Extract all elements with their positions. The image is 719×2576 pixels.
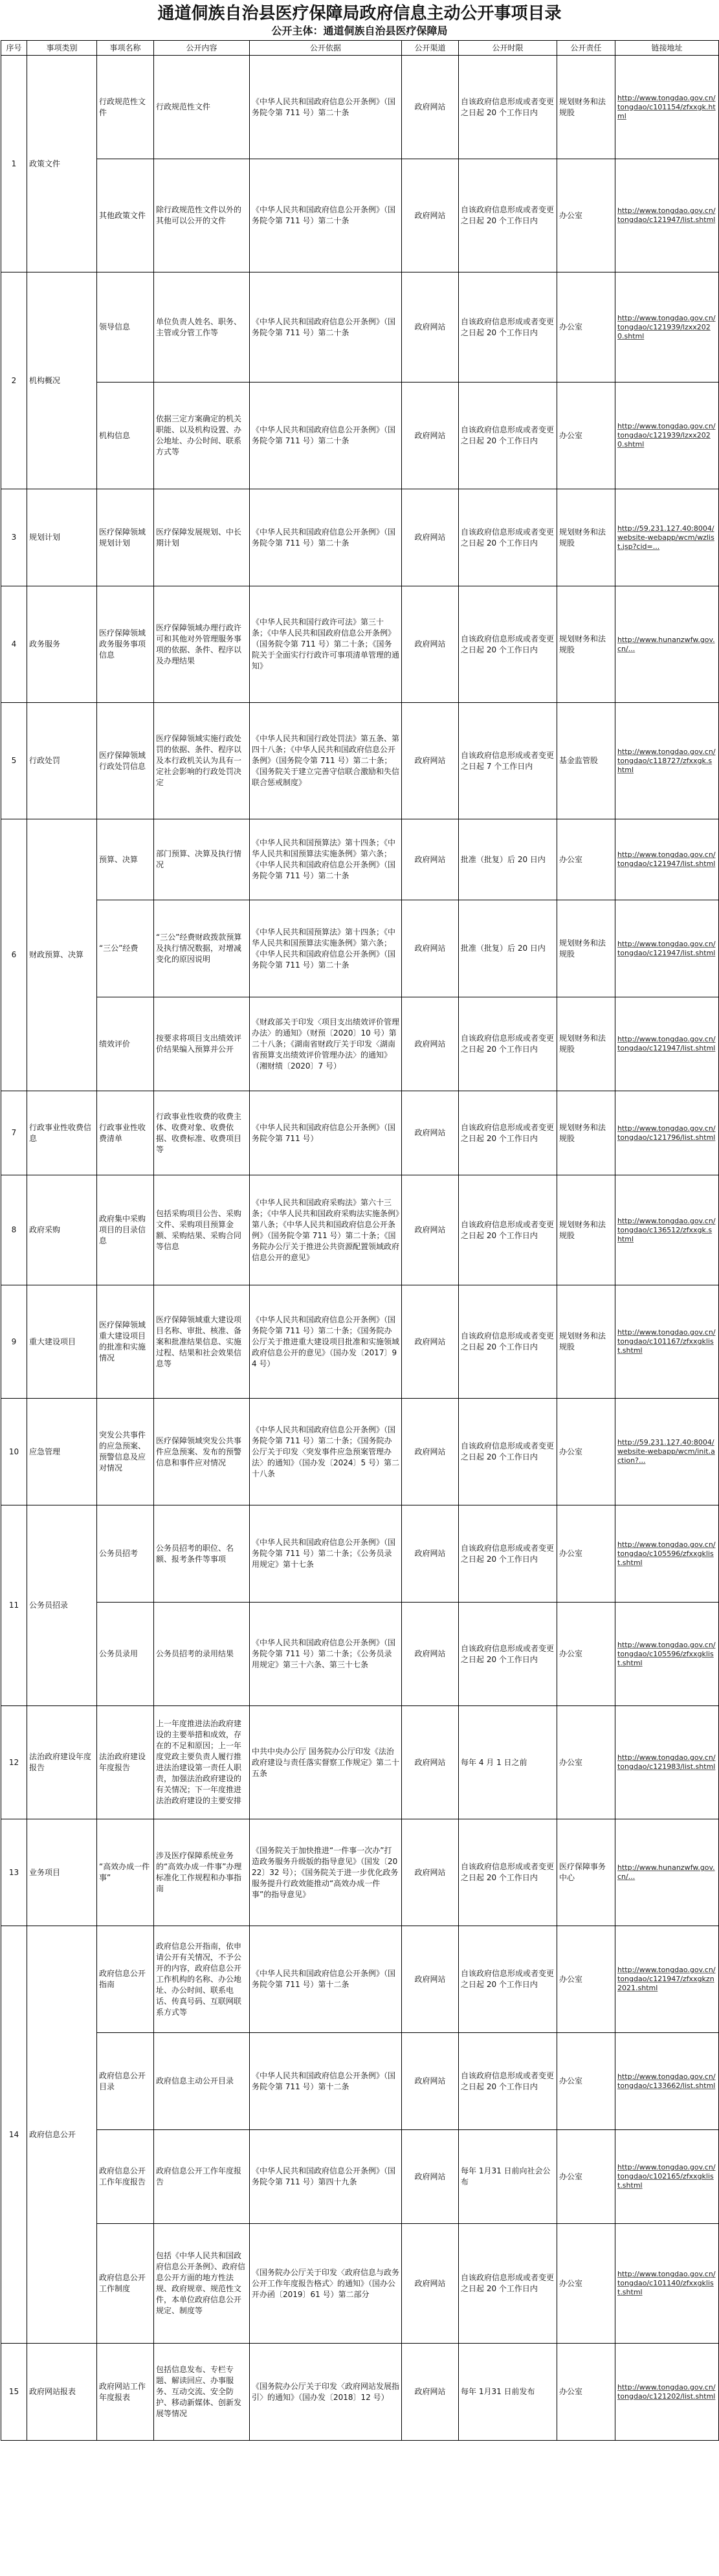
row-item-name: 公务员录用 xyxy=(97,1603,154,1706)
row-link[interactable]: http://www.tongdao.gov.cn/tongdao/c121947/zfxxgkzn2021.shtml xyxy=(615,1926,719,2033)
row-link[interactable]: http://www.tongdao.gov.cn/tongdao/c101154/zfxxgk.html xyxy=(615,56,719,159)
row-responsibility: 规划财务和法规股 xyxy=(557,1285,615,1399)
row-responsibility: 医疗保障事务中心 xyxy=(557,1819,615,1926)
row-content: 行政事业性收费的收费主体、收费对象、收费依据、收费标准、收费项目等 xyxy=(154,1091,250,1175)
row-channel: 政府网站 xyxy=(402,1399,459,1505)
table-row xyxy=(1,703,719,819)
row-item-name: 政府信息公开工作年度报告 xyxy=(97,2130,154,2224)
row-channel: 政府网站 xyxy=(402,2224,459,2344)
row-time-limit: 自该政府信息形成或者变更之日起 20 个工作日内 xyxy=(459,1175,557,1285)
row-item-name: 行政事业性收费清单 xyxy=(97,1091,154,1175)
row-item-name: 行政规范性文件 xyxy=(97,56,154,159)
row-basis: 《中华人民共和国政府信息公开条例》（国务院令第 711 号）第十二条 xyxy=(250,1926,402,2033)
page-subtitle: 公开主体：通道侗族自治县医疗保障局 xyxy=(271,25,448,37)
row-responsibility: 规划财务和法规股 xyxy=(557,1091,615,1175)
row-category: 重大建设项目 xyxy=(27,1285,97,1399)
row-basis: 《中华人民共和国政府信息公开条例》（国务院令第 711 号）第二十条；《国务院办公厅关于印发〈突发事件应急预案管理办法〉的通知》（国办发〔2024〕5 号）第二十八条 xyxy=(250,1399,402,1505)
table-row xyxy=(1,2344,719,2441)
row-item-name: “三公”经费 xyxy=(97,900,154,997)
table-row xyxy=(1,1175,719,1285)
row-basis: 《中华人民共和国行政许可法》第三十条；《中华人民共和国政府信息公开条例》（国务院令第 711 号）第二十条；《国务院关于全面实行行政许可事项清单管理的通知》 xyxy=(250,586,402,703)
row-responsibility: 办公室 xyxy=(557,819,615,900)
row-time-limit: 自该政府信息形成或者变更之日起 20 个工作日内 xyxy=(459,1926,557,2033)
row-basis: 《国务院关于加快推进“一件事一次办”打造政务服务升级版的指导意见》（国发〔2022〕32 号）；《国务院关于进一步优化政务服务提升行政效能推动“高效办成一件事”的指导意见》 xyxy=(250,1819,402,1926)
table-row xyxy=(1,56,719,159)
row-basis: 《中华人民共和国政府信息公开条例》（国务院令第 711 号）第二十条 xyxy=(250,383,402,489)
row-basis: 《中华人民共和国预算法》第十四条；《中华人民共和国预算法实施条例》第六条；《中华人民共和国政府信息公开条例》（国务院令第 711 号）第二十条 xyxy=(250,900,402,997)
row-channel: 政府网站 xyxy=(402,1505,459,1603)
row-category: 政府网站报表 xyxy=(27,2344,97,2441)
row-category: 规划计划 xyxy=(27,489,97,586)
row-content: 医疗保障领域实施行政处罚的依据、条件、程序以及本行政机关认为具有一定社会影响的行政处罚决定 xyxy=(154,703,250,819)
row-link[interactable]: http://www.tongdao.gov.cn/tongdao/c121796/list.shtml xyxy=(615,1091,719,1175)
row-basis: 《中华人民共和国政府信息公开条例》（国务院令第 711 号）第二十条；《国务院办公厅关于推进重大建设项目批准和实施领域政府信息公开的意见》（国办发〔2017〕94 号） xyxy=(250,1285,402,1399)
row-responsibility: 办公室 xyxy=(557,1926,615,2033)
header-content: 公开内容 xyxy=(154,41,250,56)
row-time-limit: 每年 4 月 1 日之前 xyxy=(459,1706,557,1819)
row-content: 部门预算、决算及执行情况 xyxy=(154,819,250,900)
row-content: 医疗保障领域重大建设项目名称、审批、核准、备案和批准结果信息、实施过程、结果和社会效果信息等 xyxy=(154,1285,250,1399)
row-channel: 政府网站 xyxy=(402,2130,459,2224)
header-no: 序号 xyxy=(1,41,27,56)
row-category: 机构概况 xyxy=(27,272,97,489)
row-link[interactable]: http://www.tongdao.gov.cn/tongdao/c105596/zfxxgklist.shtml xyxy=(615,1603,719,1706)
row-content: 政府信息主动公开目录 xyxy=(154,2033,250,2130)
row-basis: 《中华人民共和国政府信息公开条例》（国务院令第 711 号）第二十条 xyxy=(250,272,402,383)
row-category: 政府采购 xyxy=(27,1175,97,1285)
row-no: 7 xyxy=(1,1091,27,1175)
row-category: 财政预算、决算 xyxy=(27,819,97,1091)
row-time-limit: 自该政府信息形成或者变更之日起 20 个工作日内 xyxy=(459,489,557,586)
row-item-name: 公务员招考 xyxy=(97,1505,154,1603)
row-category: 政务服务 xyxy=(27,586,97,703)
table-row xyxy=(1,819,719,900)
row-time-limit: 自该政府信息形成或者变更之日起 20 个工作日内 xyxy=(459,997,557,1091)
row-link[interactable]: http://59.231.127.40:8004/website-webapp/wcm/wzlist.jsp?cid=... xyxy=(615,489,719,586)
row-item-name: 政府信息公开目录 xyxy=(97,2033,154,2130)
row-basis: 《中华人民共和国政府信息公开条例》（国务院令第 711 号）第二十条；《公务员录用规定》第十七条 xyxy=(250,1505,402,1603)
row-no: 3 xyxy=(1,489,27,586)
row-content: 公务员招考的职位、名额、报考条件等事项 xyxy=(154,1505,250,1603)
table-row xyxy=(1,900,719,997)
row-responsibility: 规划财务和法规股 xyxy=(557,489,615,586)
row-link[interactable]: http://www.tongdao.gov.cn/tongdao/c136512/zfxxgk.shtml xyxy=(615,1175,719,1285)
table-row xyxy=(1,997,719,1091)
row-time-limit: 自该政府信息形成或者变更之日起 20 个工作日内 xyxy=(459,1399,557,1505)
row-link[interactable]: http://www.hunanzwfw.gov.cn/... xyxy=(615,1819,719,1926)
row-channel: 政府网站 xyxy=(402,2344,459,2441)
row-link[interactable]: http://59.231.127.40:8004/website-webapp/wcm/init.action?... xyxy=(615,1399,719,1505)
row-content: 医疗保障领域突发公共事件应急预案、发布的预警信息和事件应对情况 xyxy=(154,1399,250,1505)
row-time-limit: 自该政府信息形成或者变更之日起 20 个工作日内 xyxy=(459,383,557,489)
row-content: 包括采购项目公告、采购文件、采购项目预算金额、采购结果、采购合同等信息 xyxy=(154,1175,250,1285)
row-responsibility: 办公室 xyxy=(557,1399,615,1505)
header-time-limit: 公开时限 xyxy=(459,41,557,56)
row-link[interactable]: http://www.tongdao.gov.cn/tongdao/c121947/list.shtml xyxy=(615,819,719,900)
row-item-name: 领导信息 xyxy=(97,272,154,383)
row-responsibility: 规划财务和法规股 xyxy=(557,1175,615,1285)
row-basis: 《财政部关于印发〈项目支出绩效评价管理办法〉的通知》（财预〔2020〕10 号）第二十八条；《湖南省财政厅关于印发〈湖南省预算支出绩效评价管理办法〉的通知》（湘财绩〔2020〕7 号） xyxy=(250,997,402,1091)
row-time-limit: 自该政府信息形成或者变更之日起 20 个工作日内 xyxy=(459,1505,557,1603)
row-responsibility: 办公室 xyxy=(557,1505,615,1603)
row-basis: 《中华人民共和国政府信息公开条例》（国务院令第 711 号） xyxy=(250,1091,402,1175)
table-row xyxy=(1,1285,719,1399)
row-time-limit: 自该政府信息形成或者变更之日起 20 个工作日内 xyxy=(459,159,557,272)
row-basis: 《中华人民共和国预算法》第十四条；《中华人民共和国预算法实施条例》第六条；《中华人民共和国政府信息公开条例》（国务院令第 711 号）第二十条 xyxy=(250,819,402,900)
table-row xyxy=(1,1399,719,1505)
row-basis: 《中华人民共和国政府信息公开条例》（国务院令第 711 号）第二十条 xyxy=(250,56,402,159)
row-content: 公务员招考的录用结果 xyxy=(154,1603,250,1706)
row-link[interactable]: http://www.hunanzwfw.gov.cn/... xyxy=(615,586,719,703)
row-content: 单位负责人姓名、职务、主管或分管工作等 xyxy=(154,272,250,383)
row-time-limit: 自该政府信息形成或者变更之日起 20 个工作日内 xyxy=(459,1285,557,1399)
row-no: 10 xyxy=(1,1399,27,1505)
row-responsibility: 办公室 xyxy=(557,159,615,272)
row-item-name: “高效办成一件事” xyxy=(97,1819,154,1926)
header-basis: 公开依据 xyxy=(250,41,402,56)
row-channel: 政府网站 xyxy=(402,900,459,997)
row-link[interactable]: http://www.tongdao.gov.cn/tongdao/c105596/zfxxgklist.shtml xyxy=(615,1505,719,1603)
row-link[interactable]: http://www.tongdao.gov.cn/tongdao/c121202/list.shtml xyxy=(615,2344,719,2441)
row-channel: 政府网站 xyxy=(402,272,459,383)
table-row xyxy=(1,272,719,383)
row-responsibility: 规划财务和法规股 xyxy=(557,900,615,997)
row-item-name: 政府网站工作年度报表 xyxy=(97,2344,154,2441)
row-responsibility: 办公室 xyxy=(557,2344,615,2441)
row-channel: 政府网站 xyxy=(402,1175,459,1285)
row-content: 医疗保障发展规划、中长期计划 xyxy=(154,489,250,586)
row-basis: 《中华人民共和国政府信息公开条例》（国务院令第 711 号）第十二条 xyxy=(250,2033,402,2130)
row-no: 12 xyxy=(1,1706,27,1819)
row-link[interactable]: http://www.tongdao.gov.cn/tongdao/c101140/zfxxgklist.shtml xyxy=(615,2224,719,2344)
row-responsibility: 规划财务和法规股 xyxy=(557,997,615,1091)
table-row xyxy=(1,159,719,272)
row-responsibility: 办公室 xyxy=(557,1603,615,1706)
row-item-name: 预算、决算 xyxy=(97,819,154,900)
header-link: 链接地址 xyxy=(615,41,719,56)
table-row xyxy=(1,1819,719,1926)
table-row xyxy=(1,1706,719,1819)
row-link[interactable]: http://www.tongdao.gov.cn/tongdao/c121947/list.shtml xyxy=(615,159,719,272)
table-header-row xyxy=(1,41,719,56)
row-content: 行政规范性文件 xyxy=(154,56,250,159)
row-item-name: 法治政府建设年度报告 xyxy=(97,1706,154,1819)
row-time-limit: 每年 1月31 日前发布 xyxy=(459,2344,557,2441)
catalog-table xyxy=(1,40,719,2441)
row-content: “三公”经费财政拨款预算及执行情况数据，对增减变化的原因说明 xyxy=(154,900,250,997)
table-row xyxy=(1,586,719,703)
row-content: 涉及医疗保障系统业务的“高效办成一件事”办理标准化工作规程和办事指南 xyxy=(154,1819,250,1926)
row-time-limit: 自该政府信息形成或者变更之日起 7 个工作日内 xyxy=(459,703,557,819)
row-responsibility: 基金监管股 xyxy=(557,703,615,819)
row-no: 11 xyxy=(1,1505,27,1706)
row-no: 2 xyxy=(1,272,27,489)
row-no: 1 xyxy=(1,56,27,272)
row-channel: 政府网站 xyxy=(402,1091,459,1175)
row-no: 5 xyxy=(1,703,27,819)
row-no: 14 xyxy=(1,1926,27,2344)
row-category: 公务员招录 xyxy=(27,1505,97,1706)
row-time-limit: 自该政府信息形成或者变更之日起 20 个工作日内 xyxy=(459,1819,557,1926)
row-channel: 政府网站 xyxy=(402,489,459,586)
header-item-name: 事项名称 xyxy=(97,41,154,56)
row-channel: 政府网站 xyxy=(402,1285,459,1399)
row-no: 4 xyxy=(1,586,27,703)
row-category: 业务项目 xyxy=(27,1819,97,1926)
row-content: 依据三定方案确定的机关职能、以及机构设置、办公地址、办公时间、联系方式等 xyxy=(154,383,250,489)
table-row xyxy=(1,2130,719,2224)
row-basis: 《国务院办公厅关于印发〈政府网站发展指引〉的通知》（国办发〔2018〕12 号） xyxy=(250,2344,402,2441)
row-content: 政府信息公开工作年度报告 xyxy=(154,2130,250,2224)
row-basis: 《中华人民共和国政府采购法》第六十三条；《中华人民共和国政府采购法实施条例》第八条；《中华人民共和国政府信息公开条例》（国务院令第 711 号）第二十条；《国务院办公厅关于推进公共资源配置领域政府信息公开的意见》 xyxy=(250,1175,402,1285)
row-category: 政府信息公开 xyxy=(27,1926,97,2344)
header-channel: 公开渠道 xyxy=(402,41,459,56)
row-responsibility: 办公室 xyxy=(557,272,615,383)
row-basis: 中共中央办公厅 国务院办公厅印发《法治政府建设与责任落实督察工作规定》第二十五条 xyxy=(250,1706,402,1819)
row-time-limit: 自该政府信息形成或者变更之日起 20 个工作日内 xyxy=(459,2033,557,2130)
row-responsibility: 规划财务和法规股 xyxy=(557,56,615,159)
row-time-limit: 批准（批复）后 20 日内 xyxy=(459,819,557,900)
row-category: 行政处罚 xyxy=(27,703,97,819)
row-item-name: 绩效评价 xyxy=(97,997,154,1091)
row-responsibility: 办公室 xyxy=(557,1706,615,1819)
row-link[interactable]: http://www.tongdao.gov.cn/tongdao/c121947/list.shtml xyxy=(615,900,719,997)
row-item-name: 医疗保障领域规划计划 xyxy=(97,489,154,586)
row-item-name: 突发公共事件的应急预案、预警信息及应对情况 xyxy=(97,1399,154,1505)
row-channel: 政府网站 xyxy=(402,159,459,272)
table-row xyxy=(1,2033,719,2130)
row-link[interactable]: http://www.tongdao.gov.cn/tongdao/c121939/lzxx2020.shtml xyxy=(615,272,719,383)
row-category: 行政事业性收费信息 xyxy=(27,1091,97,1175)
table-row xyxy=(1,2224,719,2344)
row-channel: 政府网站 xyxy=(402,703,459,819)
row-item-name: 政府集中采购项目的目录信息 xyxy=(97,1175,154,1285)
row-time-limit: 自该政府信息形成或者变更之日起 20 个工作日内 xyxy=(459,586,557,703)
row-content: 上一年度推进法治政府建设的主要举措和成效，存在的不足和原因；上一年度党政主要负责人履行推进法治建设第一责任人职责，加强法治政府建设的有关情况；下一年度推进法治政府建设的主要安排 xyxy=(154,1706,250,1819)
row-channel: 政府网站 xyxy=(402,819,459,900)
row-content: 按要求将项目支出绩效评价结果编入预算并公开 xyxy=(154,997,250,1091)
row-content: 包括信息发布、专栏专题、解读回应、办事服务、互动交流、安全防护、移动新媒体、创新发展等情况 xyxy=(154,2344,250,2441)
row-basis: 《中华人民共和国政府信息公开条例》（国务院令第 711 号）第二十条 xyxy=(250,489,402,586)
row-no: 13 xyxy=(1,1819,27,1926)
row-category: 法治政府建设年度报告 xyxy=(27,1706,97,1819)
row-content: 除行政规范性文件以外的其他可以公开的文件 xyxy=(154,159,250,272)
row-link[interactable]: http://www.tongdao.gov.cn/tongdao/c118727/zfxxgk.shtml xyxy=(615,703,719,819)
row-time-limit: 自该政府信息形成或者变更之日起 20 个工作日内 xyxy=(459,1091,557,1175)
row-basis: 《中华人民共和国行政处罚法》第五条、第四十八条；《中华人民共和国政府信息公开条例》（国务院令第 711 号）第二十条；《国务院关于建立完善守信联合激励和失信联合惩戒制度》 xyxy=(250,703,402,819)
row-responsibility: 办公室 xyxy=(557,2224,615,2344)
row-time-limit: 自该政府信息形成或者变更之日起 20 个工作日内 xyxy=(459,272,557,383)
row-channel: 政府网站 xyxy=(402,56,459,159)
row-basis: 《中华人民共和国政府信息公开条例》（国务院令第 711 号）第二十条 xyxy=(250,159,402,272)
row-responsibility: 办公室 xyxy=(557,383,615,489)
row-channel: 政府网站 xyxy=(402,1706,459,1819)
row-responsibility: 办公室 xyxy=(557,2130,615,2224)
row-time-limit: 每年 1月31 日前向社会公布 xyxy=(459,2130,557,2224)
row-channel: 政府网站 xyxy=(402,2033,459,2130)
row-channel: 政府网站 xyxy=(402,997,459,1091)
row-item-name: 政府信息公开指南 xyxy=(97,1926,154,2033)
table-row xyxy=(1,1091,719,1175)
row-content: 包括《中华人民共和国政府信息公开条例》、政府信息公开方面的地方性法规、政府规章、规范性文件，本单位政府信息公开规定、制度等 xyxy=(154,2224,250,2344)
row-basis: 《国务院办公厅关于印发〈政府信息与政务公开工作年度报告格式〉的通知》（国办公开办函〔2019〕61 号）第二部分 xyxy=(250,2224,402,2344)
row-no: 6 xyxy=(1,819,27,1091)
row-category: 应急管理 xyxy=(27,1399,97,1505)
row-channel: 政府网站 xyxy=(402,383,459,489)
header-category: 事项类别 xyxy=(27,41,97,56)
row-content: 政府信息公开指南，依申请公开有关情况，不予公开的内容，政府信息公开工作机构的名称、办公地址、办公时间、联系电话、传真号码、互联网联系方式等 xyxy=(154,1926,250,2033)
row-link[interactable]: http://www.tongdao.gov.cn/tongdao/c121983/list.shtml xyxy=(615,1706,719,1819)
row-item-name: 其他政策文件 xyxy=(97,159,154,272)
row-item-name: 医疗保障领域政务服务事项信息 xyxy=(97,586,154,703)
row-responsibility: 规划财务和法规股 xyxy=(557,586,615,703)
row-link[interactable]: http://www.tongdao.gov.cn/tongdao/c121947/list.shtml xyxy=(615,997,719,1091)
row-category: 政策文件 xyxy=(27,56,97,272)
table-row xyxy=(1,383,719,489)
row-time-limit: 自该政府信息形成或者变更之日起 20 个工作日内 xyxy=(459,56,557,159)
row-time-limit: 自该政府信息形成或者变更之日起 20 个工作日内 xyxy=(459,2224,557,2344)
row-link[interactable]: http://www.tongdao.gov.cn/tongdao/c101167/zfxxgklist.shtml xyxy=(615,1285,719,1399)
row-channel: 政府网站 xyxy=(402,586,459,703)
row-time-limit: 自该政府信息形成或者变更之日起 20 个工作日内 xyxy=(459,1603,557,1706)
row-item-name: 医疗保障领域行政处罚信息 xyxy=(97,703,154,819)
row-link[interactable]: http://www.tongdao.gov.cn/tongdao/c102165/zfxxgklist.shtml xyxy=(615,2130,719,2224)
row-channel: 政府网站 xyxy=(402,1819,459,1926)
row-item-name: 机构信息 xyxy=(97,383,154,489)
row-link[interactable]: http://www.tongdao.gov.cn/tongdao/c133662/list.shtml xyxy=(615,2033,719,2130)
row-no: 15 xyxy=(1,2344,27,2441)
table-row xyxy=(1,1603,719,1706)
row-link[interactable]: http://www.tongdao.gov.cn/tongdao/c121939/lzxx2020.shtml xyxy=(615,383,719,489)
table-row xyxy=(1,1926,719,2033)
row-responsibility: 办公室 xyxy=(557,2033,615,2130)
row-time-limit: 批准（批复）后 20 日内 xyxy=(459,900,557,997)
row-item-name: 医疗保障领域重大建设项目的批准和实施情况 xyxy=(97,1285,154,1399)
row-item-name: 政府信息公开工作制度 xyxy=(97,2224,154,2344)
row-channel: 政府网站 xyxy=(402,1926,459,2033)
row-basis: 《中华人民共和国政府信息公开条例》（国务院令第 711 号）第四十九条 xyxy=(250,2130,402,2224)
row-no: 8 xyxy=(1,1175,27,1285)
page-title: 通道侗族自治县医疗保障局政府信息主动公开事项目录 xyxy=(157,4,562,23)
row-content: 医疗保障领域办理行政许可和其他对外管理服务事项的依据、条件、程序以及办理结果 xyxy=(154,586,250,703)
row-no: 9 xyxy=(1,1285,27,1399)
row-basis: 《中华人民共和国政府信息公开条例》（国务院令第 711 号）第二十条；《公务员录用规定》第三十六条、第三十七条 xyxy=(250,1603,402,1706)
table-row xyxy=(1,1505,719,1603)
header-responsibility: 公开责任 xyxy=(557,41,615,56)
table-row xyxy=(1,489,719,586)
row-channel: 政府网站 xyxy=(402,1603,459,1706)
